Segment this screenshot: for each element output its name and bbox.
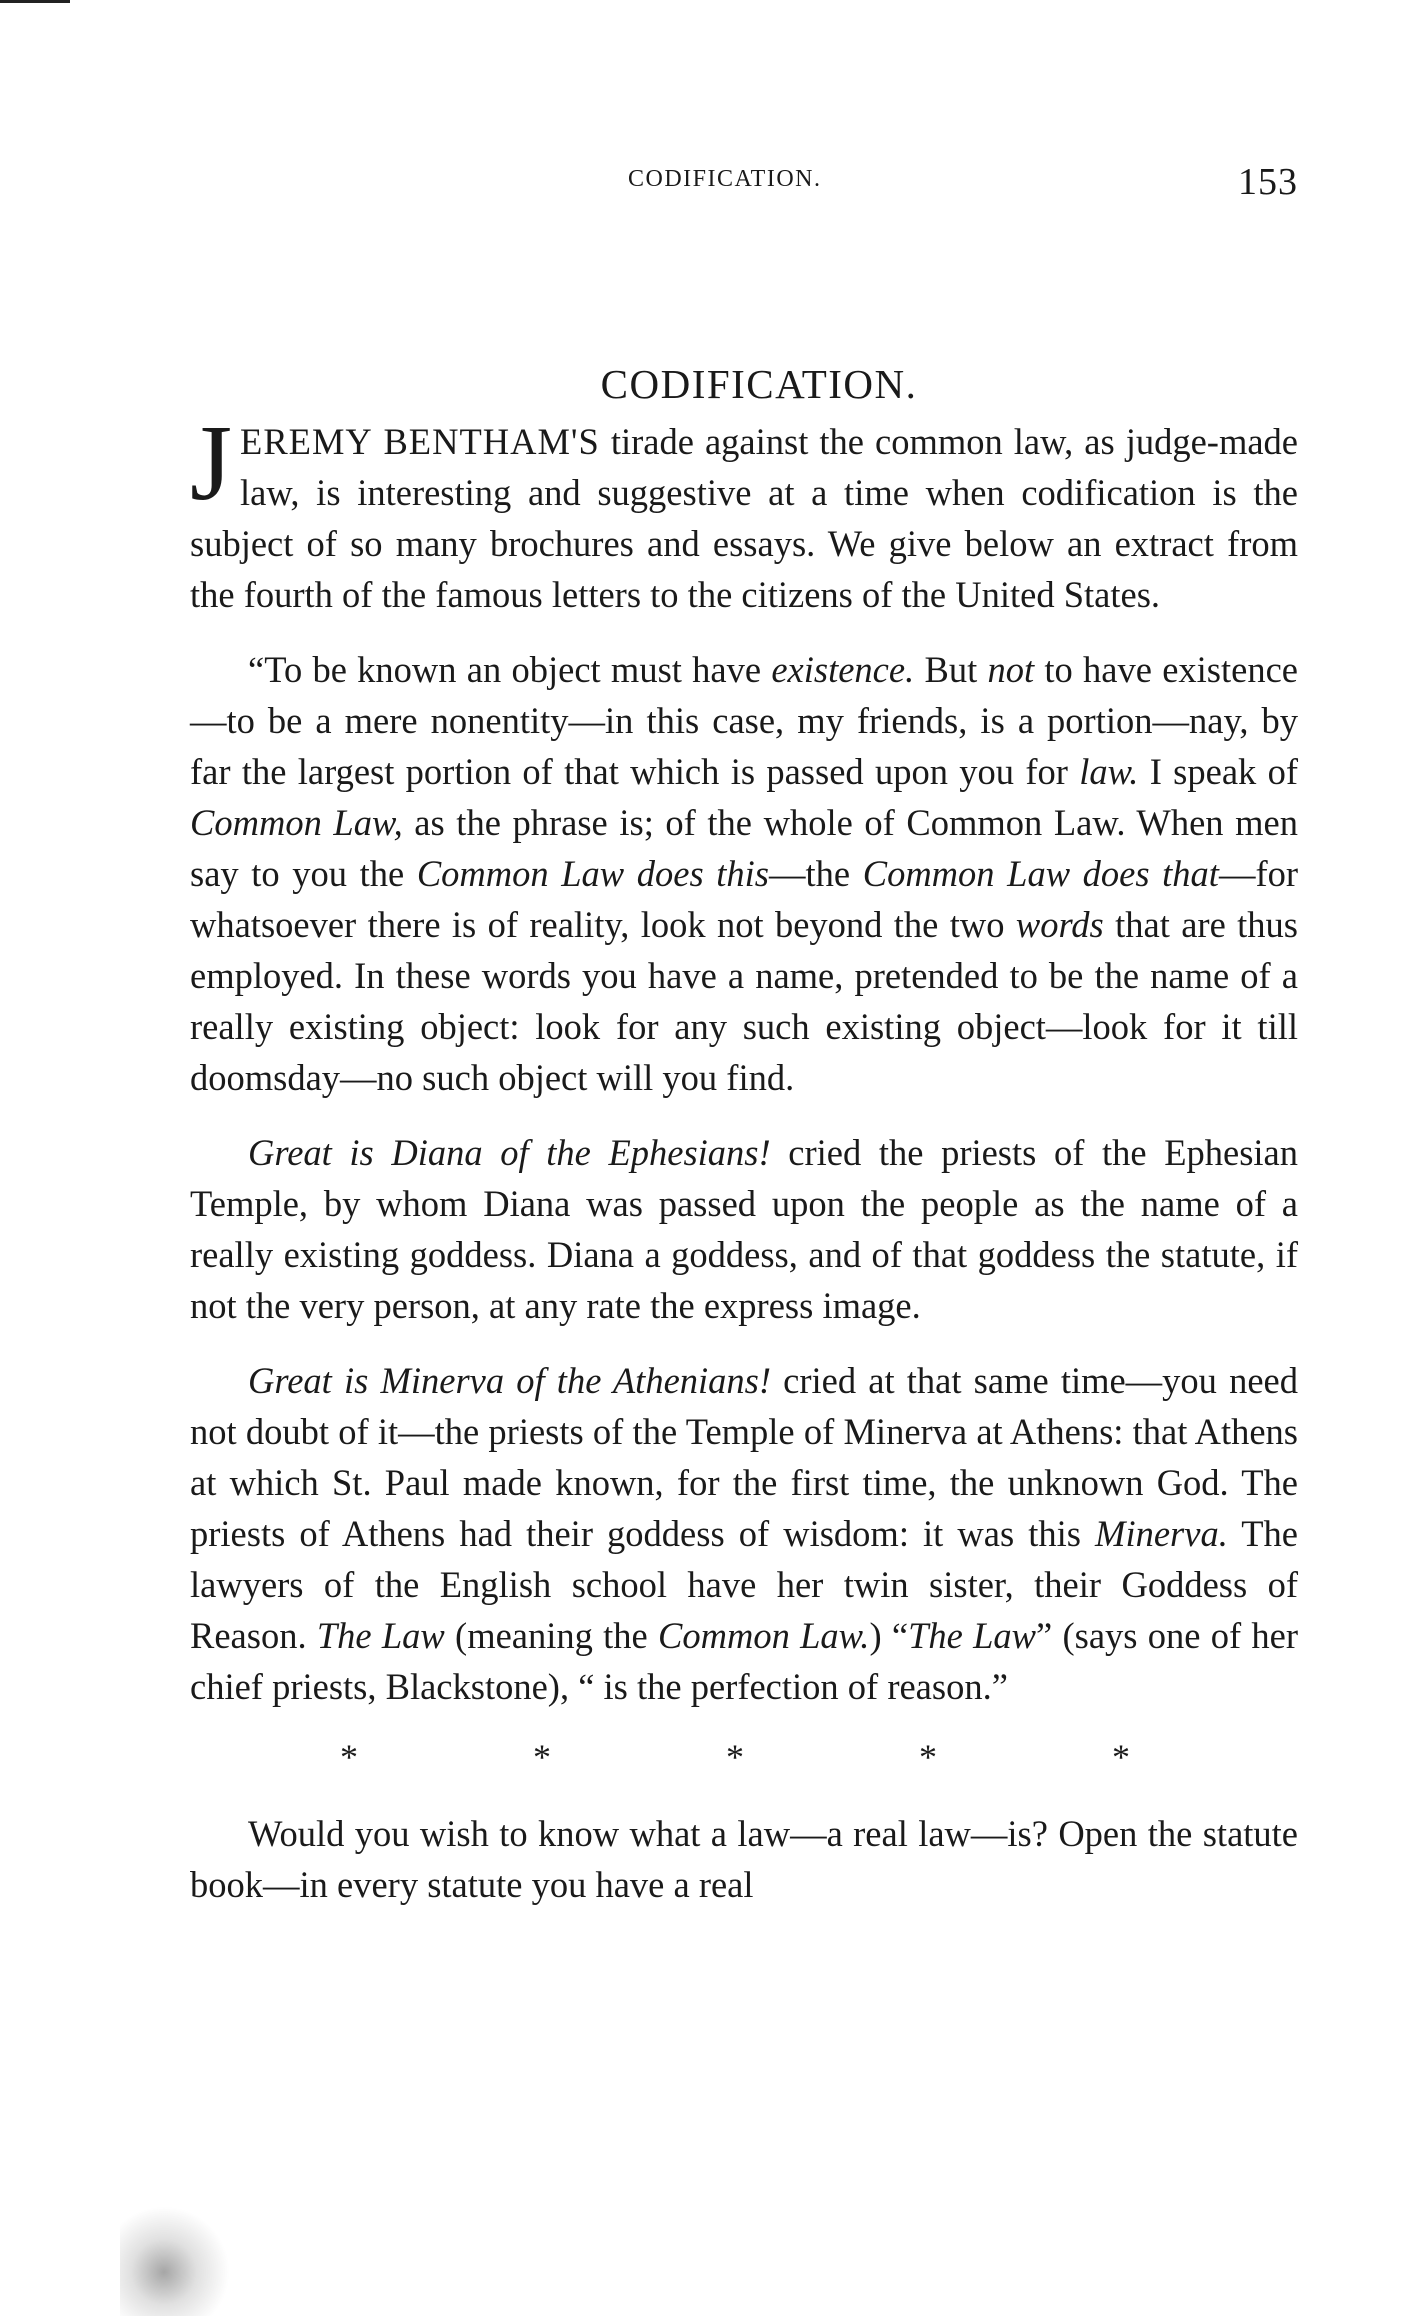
italic-run: law. [1079, 751, 1139, 792]
paragraph-4 [190, 1808, 1298, 1910]
text-run: ” (says one of her chief priests, Blackstone), “ is the perfection of reason.” [190, 1615, 1299, 1707]
text-run: as the phrase is; of the whole of Common Law. When men say to you the [190, 802, 1298, 894]
article-title: CODIFICATION. [600, 361, 918, 407]
text-run: —for whatsoever there is of reality, look not beyond the two [190, 853, 1298, 945]
star: * [533, 1737, 551, 1777]
italic-run: Minerva. [1095, 1513, 1228, 1554]
drop-cap: J [190, 404, 233, 523]
quote-paragraph-3 [190, 1355, 1298, 1712]
italic-run: Great is Minerva of the Athenians! [248, 1360, 772, 1401]
section-break-stars [340, 1736, 1130, 1778]
text-run: cried the priests of the Ephesian Temple, by whom Diana was passed upon the people as the name of a really existing goddess. Diana a goddess, and of that goddess the statute, if not the very person, at any rate the express image. [190, 1132, 1299, 1326]
quote-paragraph-2 [190, 1127, 1298, 1331]
article-body [190, 360, 1298, 1934]
page-number: 153 [1238, 161, 1298, 203]
running-title: CODIFICATION. [628, 166, 822, 192]
italic-run: words [1015, 904, 1104, 945]
scan-speck [120, 2206, 230, 2316]
intro-paragraph [190, 404, 1298, 620]
text-run: that are thus employed. In these words you have a name, pretended to be the name of a really existing object: look for any such existing object—look for it till doomsday—no such object will you find. [190, 904, 1298, 1098]
italic-run: Common Law, [190, 802, 403, 843]
text-run: But [914, 649, 988, 690]
quote-paragraph-1 [190, 644, 1298, 1103]
text-run: I speak of [1138, 751, 1298, 792]
intro-text: tirade against the common law, as judge-made law, is interesting and suggestive at a time when codification is the subject of so many brochures and essays. We give below an extract from the fourth of the famous letters to the citizens of the United States. [190, 421, 1298, 615]
text-run: cried at that same time—you need not doubt of it—the priests of the Temple of Minerva at Athens: that Athens at which St. Paul made known, for the first time, the unknown God. The priests of Athens had their goddess of wisdom: it was this [190, 1360, 1298, 1554]
text-run: to have existence—to be a mere nonentity—in this case, my friends, is a portion—nay, by far the largest portion of that which is passed upon you for [190, 649, 1298, 792]
italic-run: Common Law. [658, 1615, 870, 1656]
italic-run: existence. [771, 649, 915, 690]
text-run: ) “ [869, 1615, 909, 1656]
italic-run: Great is Diana of the Ephesians! [248, 1132, 771, 1173]
running-head [0, 160, 1414, 203]
italic-run: not [987, 649, 1035, 690]
star: * [1112, 1737, 1130, 1777]
scan-edge-mark [0, 0, 70, 3]
italic-run: The Law [316, 1615, 445, 1656]
italic-run: Common Law does this [416, 853, 770, 894]
text-run: (meaning the [444, 1615, 659, 1656]
text-run: The lawyers of the English school have her twin sister, their Goddess of Reason. [190, 1513, 1298, 1656]
text-run: —the [769, 853, 863, 894]
text-run: Would you wish to know what a law—a real law—is? Open the statute book—in every statute you have a real [190, 1813, 1298, 1905]
italic-run: Common Law does that [862, 853, 1219, 894]
star: * [919, 1737, 937, 1777]
italic-run: The Law [908, 1615, 1036, 1656]
star: * [340, 1737, 358, 1777]
intro-smallcaps: EREMY BENTHAM'S [240, 421, 600, 462]
text-run: “To be known an object must have [248, 649, 772, 690]
star: * [726, 1737, 744, 1777]
